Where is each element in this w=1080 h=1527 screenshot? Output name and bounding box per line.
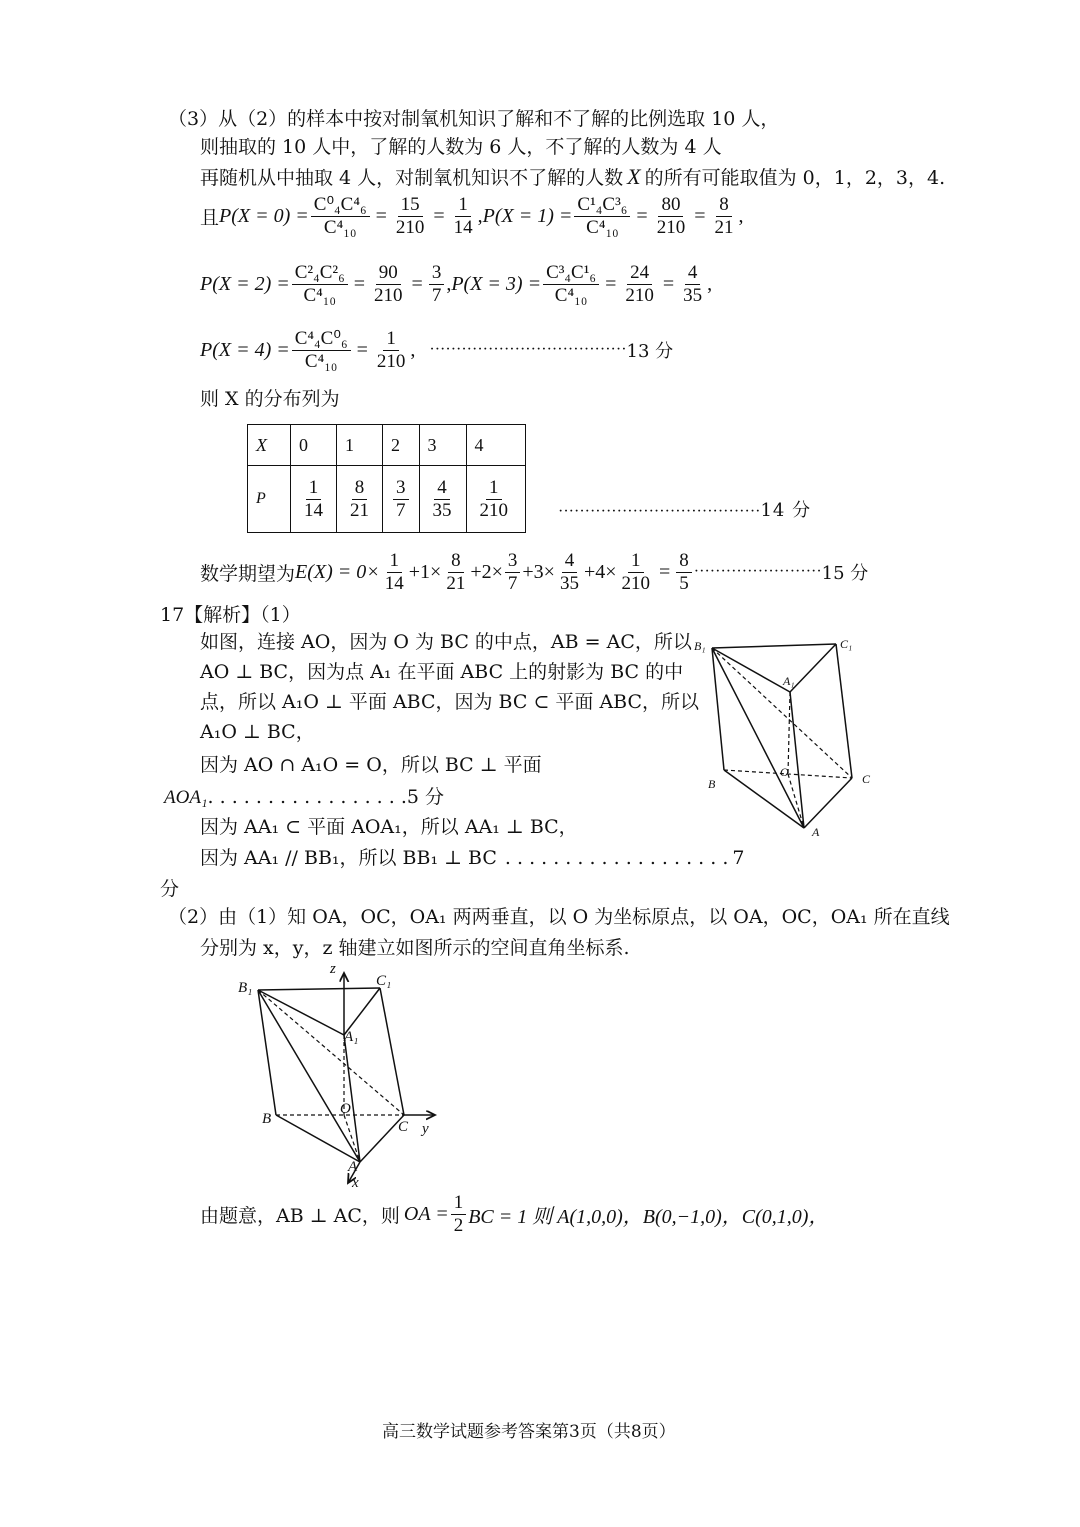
table-p-2: $\frac{3}{7}$ [383,466,420,533]
q17-line8: 因为 AA₁ // BB₁，所以 BB₁ ⊥ BC . . . . . . . . . . . . . . . . . . . 7 [200,847,745,869]
part3-line1: （3）从（2）的样本中按对制氧机知识了解和不了解的比例选取 10 人， [168,108,780,130]
table-p-label: P [248,466,291,533]
table-x-2: 2 [383,425,420,466]
part3-line3: 再随机从中抽取 4 人，对制氧机知识不了解的人数 X 的所有可能取值为 0，1，2，3，4. [200,164,946,189]
dist-intro: 则 X 的分布列为 [200,388,340,410]
fig2-axis-x: x [352,1175,359,1191]
table-x-1: 1 [337,425,383,466]
table-x-label: X [248,425,291,466]
q17-line7: 因为 AA₁ ⊂ 平面 AOA₁，所以 AA₁ ⊥ BC， [200,816,578,838]
expectation-line: 数学期望为 E(X) = 0× $\frac{1}{14}$ +1× $\frac{8}{21}$ +2× $\frac{3}{7}$ +3× $\frac{4}{35}$ +4× $\frac{1}{210}$ = $\frac{8}{5}$ ························ 15 分 [200,550,869,594]
q17-line9: 分 [160,878,180,900]
table-p-0: $\frac{1}{14}$ [291,466,337,533]
table-p-1: $\frac{8}{21}$ [337,466,383,533]
fig1-label-c1: C₁ [840,637,853,651]
part2-line1: （2）由（1）知 OA，OC，OA₁ 两两垂直，以 O 为坐标原点，以 OA，OC，OA₁ 所在直线 [168,906,950,928]
fig1-label-b: B [708,777,716,791]
prism-figure-1 [690,628,890,843]
table-x-3: 3 [419,425,466,466]
part3-line2: 则抽取的 10 人中，了解的人数为 6 人，不了解的人数为 4 人 [200,136,722,158]
fig2-axis-y: y [422,1121,429,1137]
prism-figure-2 [230,955,460,1195]
fig2-label-a1: A₁ [344,1029,359,1045]
q17-line6: AOA₁. . . . . . . . . . . . . . . . .5 分 [164,786,444,808]
prob-line-2: P(X = 2) = $\frac{\text{C²₄C²₆}}{\text{C⁴₁₀}}$ = $\frac{90}{210}$ = $\frac{3}{7}$ , P(X = 3) = $\frac{\text{C³₄C¹₆}}{\text{C⁴₁₀}}$ = $\frac{24}{210}$ = $\frac{4}{35}$ , [200,262,713,306]
q17-line2: AO ⊥ BC，因为点 A₁ 在平面 ABC 上的射影为 BC 的中 [200,661,684,683]
fig1-label-b1: B₁ [694,639,706,653]
fig2-label-a: A [348,1159,358,1175]
page-footer: 高三数学试题参考答案第3页（共8页） [382,1422,676,1442]
table-x-4: 4 [466,425,525,466]
part2-line2: 分别为 x，y，z 轴建立如图所示的空间直角坐标系. [200,937,630,959]
table-x-0: 0 [291,425,337,466]
fig1-label-a: A [812,825,820,839]
fig2-label-c1: C₁ [376,973,392,989]
fig2-label-b: B [262,1111,272,1127]
fig1-label-o: O [780,765,789,779]
q17-line3: 点，所以 A₁O ⊥ 平面 ABC，因为 BC ⊂ 平面 ABC，所以 [200,691,700,713]
table-p-3: $\frac{4}{35}$ [419,466,466,533]
fig2-label-o: O [340,1101,351,1117]
fig2-axis-z: z [330,961,336,977]
q17-heading: 17【解析】（1） [160,604,301,626]
table-p-4: $\frac{1}{210}$ [466,466,525,533]
prob-line-3: P(X = 4) = $\frac{\text{C⁴₄C⁰₆}}{\text{C⁴₁₀}}$ = $\frac{1}{210}$ , ····································· 13 分 [200,328,674,372]
final-line: 由题意，AB ⊥ AC，则 OA = $\frac{1}{2}$ BC = 1 则 A(1,0,0)，B(0,−1,0)，C(0,1,0)， [200,1192,829,1236]
fig2-label-b1: B₁ [238,980,253,996]
distribution-table [247,424,526,533]
fig1-label-c: C [862,772,871,786]
fig1-label-a1: A₁ [783,674,795,688]
q17-line4: A₁O ⊥ BC， [200,721,315,743]
q17-line1: 如图，连接 AO，因为 O 为 BC 的中点，AB = AC，所以 [200,631,692,653]
fig2-label-c: C [398,1119,409,1135]
score14-line: ······································14 分 [558,500,812,521]
q17-line5: 因为 AO ∩ A₁O = O，所以 BC ⊥ 平面 [200,754,542,776]
prob-line-1: 且 P(X = 0) = $\frac{\text{C⁰₄C⁴₆}}{\text{C⁴₁₀}}$ = $\frac{15}{210}$ = $\frac{1}{14}$ , P(X = 1) = $\frac{\text{C¹₄C³₆}}{\text{C⁴₁₀}}$ = $\frac{80}{210}$ = $\frac{8}{21}$ , [200,194,744,238]
